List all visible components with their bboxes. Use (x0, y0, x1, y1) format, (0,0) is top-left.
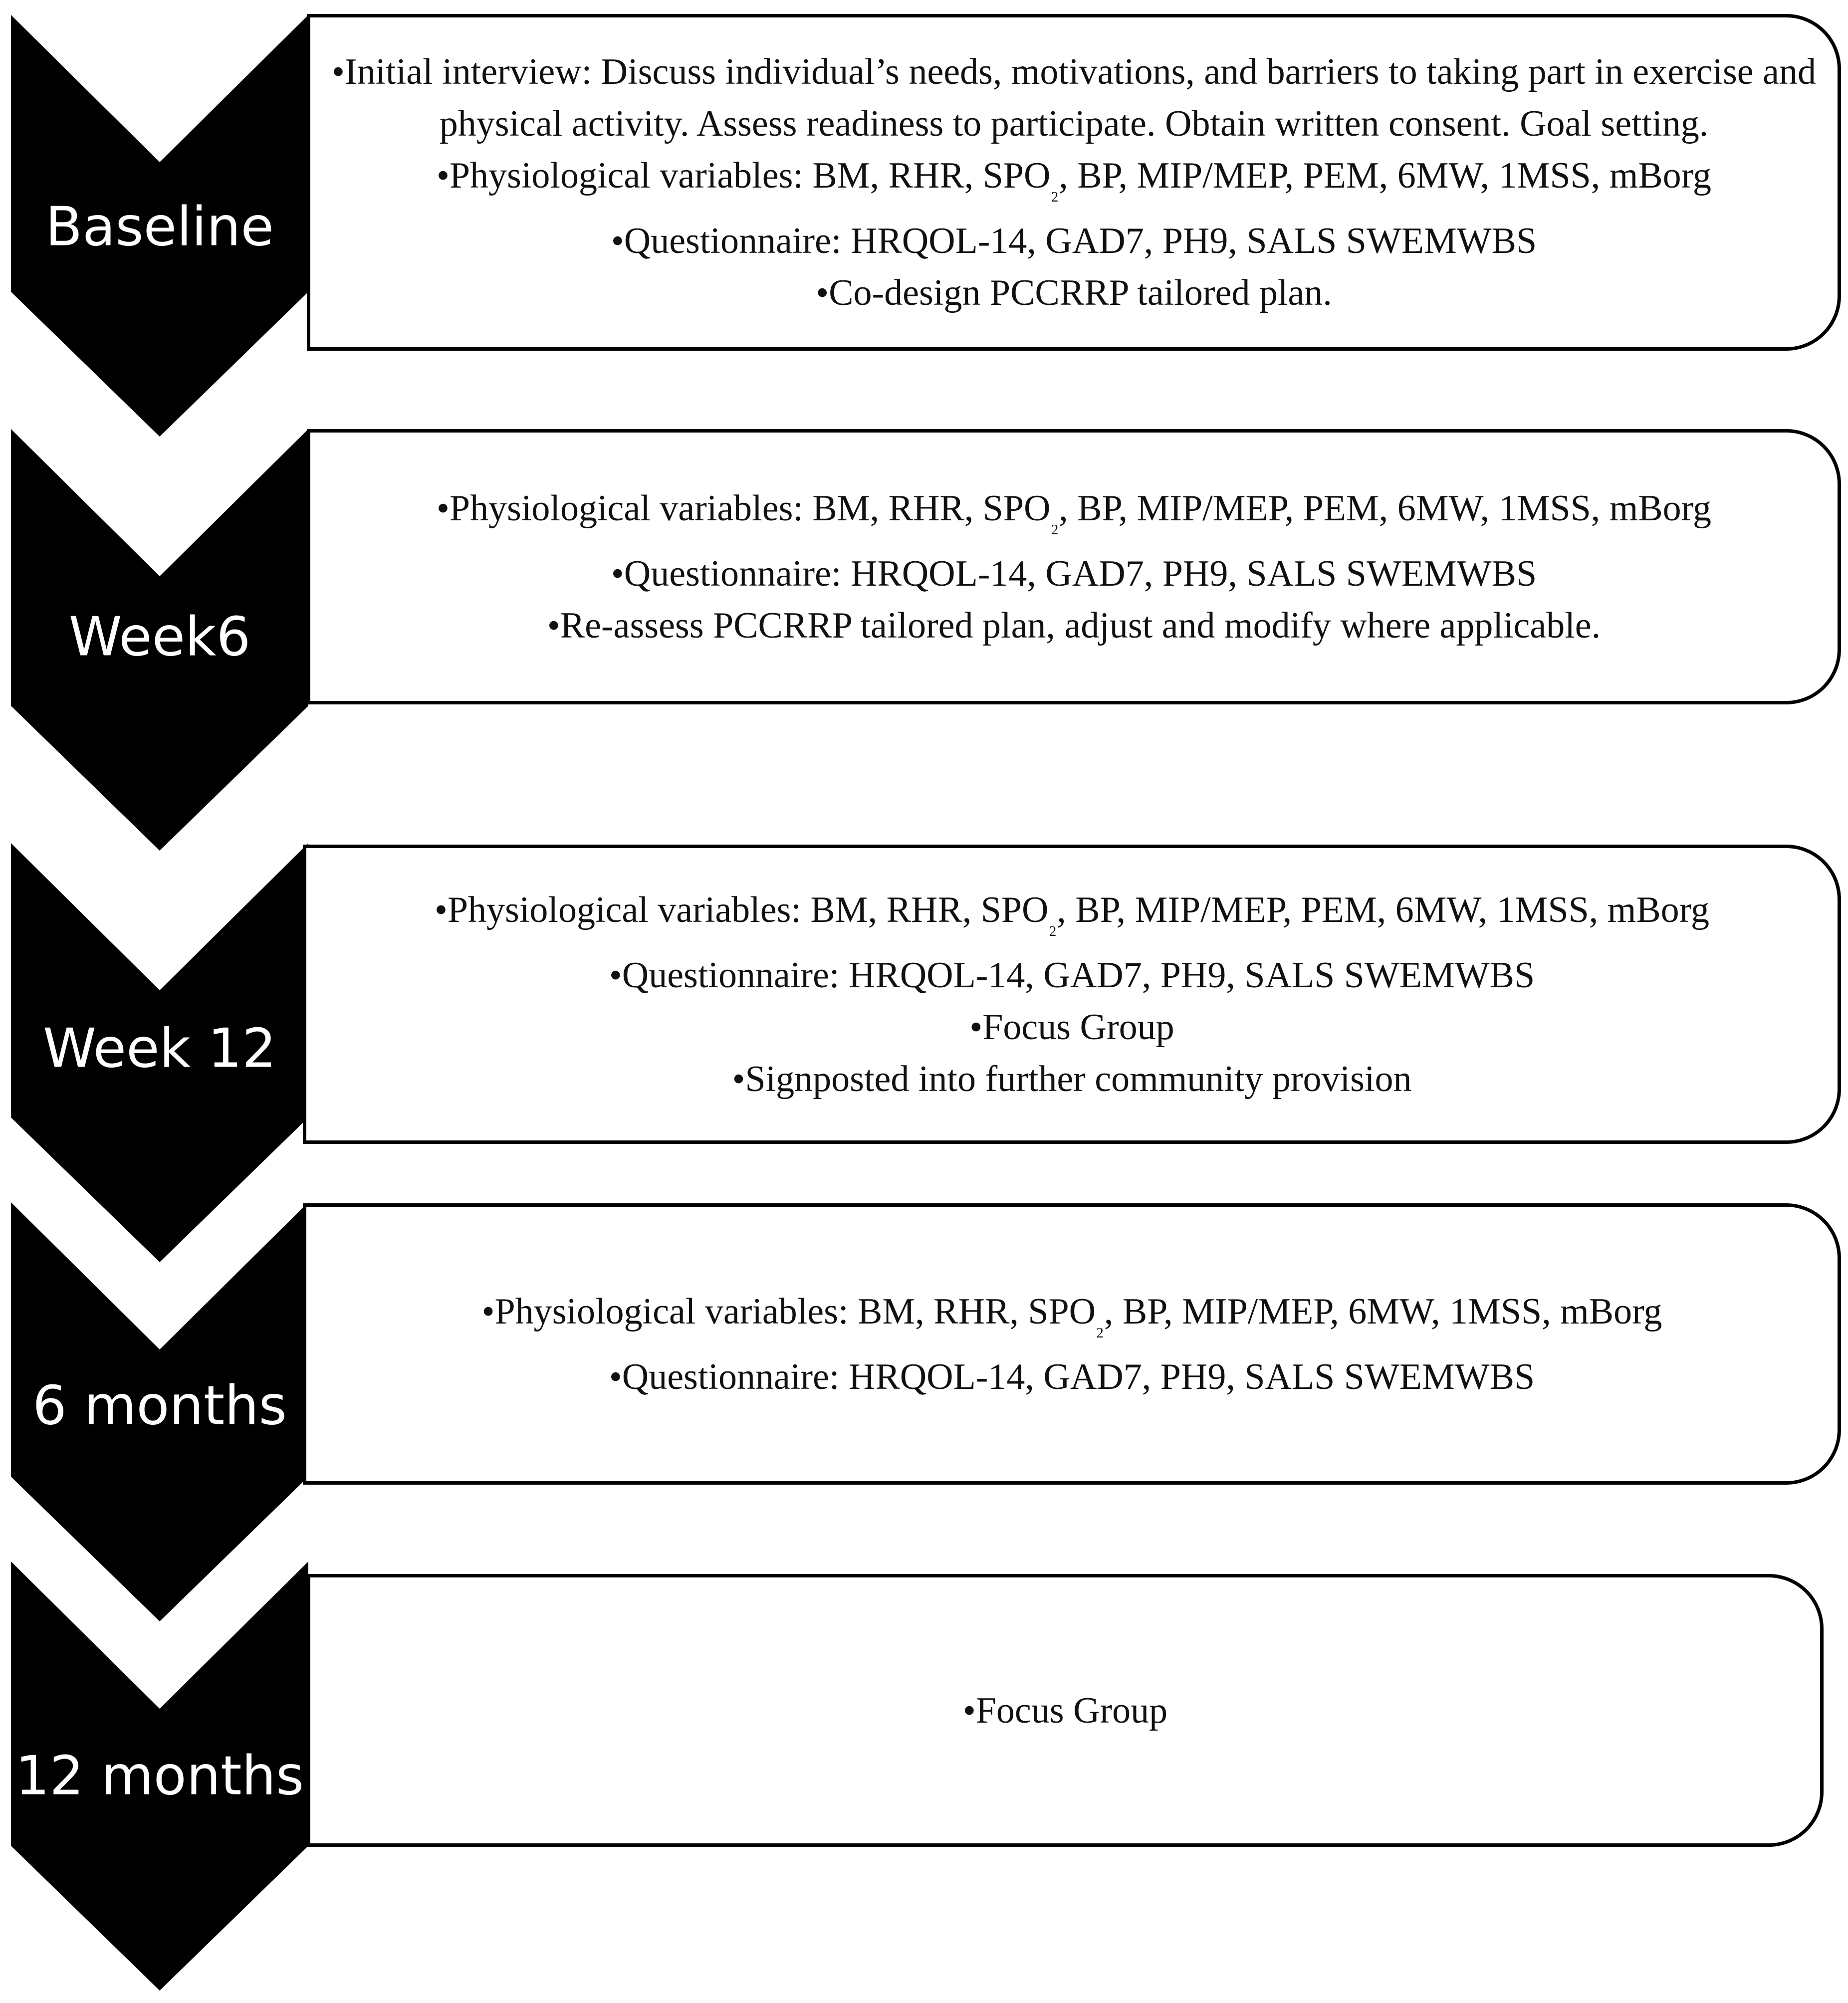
stage-box-week12 (303, 845, 1841, 1144)
stage-label-week12: Week 12 (43, 1017, 276, 1080)
stage-label-12-months: 12 months (15, 1745, 304, 1807)
stage-box-baseline (307, 14, 1841, 351)
bullet-line: •Initial interview: Discuss individual’s needs, motivations, and barriers to taking part in exercise and physical activity. Assess readiness to participate. Obtain written consent. Goal setting. (332, 51, 1816, 144)
bullet-line: •Focus Group (969, 1006, 1174, 1048)
bullet-line: •Physiological variables: BM, RHR, $SPO_{_2}$, BP, MIP/MEP, PEM, 6MW, 1MSS, mBorg (436, 487, 1711, 535)
stage-box-week6 (307, 429, 1841, 704)
stage-label-baseline: Baseline (45, 196, 274, 258)
bullet-line: •Questionnaire: HRQOL-14, GAD7, PH9, SALS SWEMWBS (611, 553, 1537, 594)
stage-label-week6: Week6 (68, 606, 251, 668)
bullet-line: •Physiological variables: BM, RHR, $SPO_{_2}$, BP, MIP/MEP, 6MW, 1MSS, mBorg (481, 1291, 1662, 1338)
bullet-line: •Questionnaire: HRQOL-14, GAD7, PH9, SALS SWEMWBS (609, 1356, 1535, 1397)
bullet-line: •Physiological variables: BM, RHR, $SPO_{_2}$, BP, MIP/MEP, PEM, 6MW, 1MSS, mBorg (434, 889, 1709, 936)
bullet-line: •Signposted into further community provision (732, 1058, 1412, 1100)
bullet-line: •Focus Group (962, 1690, 1168, 1731)
stage-box-6-months (303, 1203, 1841, 1485)
bullet-line: •Physiological variables: BM, RHR, $SPO_{_2}$, BP, MIP/MEP, PEM, 6MW, 1MSS, mBorg (436, 155, 1711, 202)
bullet-line: •Re-assess PCCRRP tailored plan, adjust and modify where applicable. (547, 605, 1601, 646)
stage-label-6-months: 6 months (32, 1374, 287, 1437)
bullet-line: •Questionnaire: HRQOL-14, GAD7, PH9, SALS SWEMWBS (609, 954, 1535, 996)
bullet-line: •Questionnaire: HRQOL-14, GAD7, PH9, SALS SWEMWBS (611, 221, 1537, 261)
bullet-line: •Co-design PCCRRP tailored plan. (816, 272, 1332, 313)
stage-box-12-months (307, 1574, 1824, 1847)
